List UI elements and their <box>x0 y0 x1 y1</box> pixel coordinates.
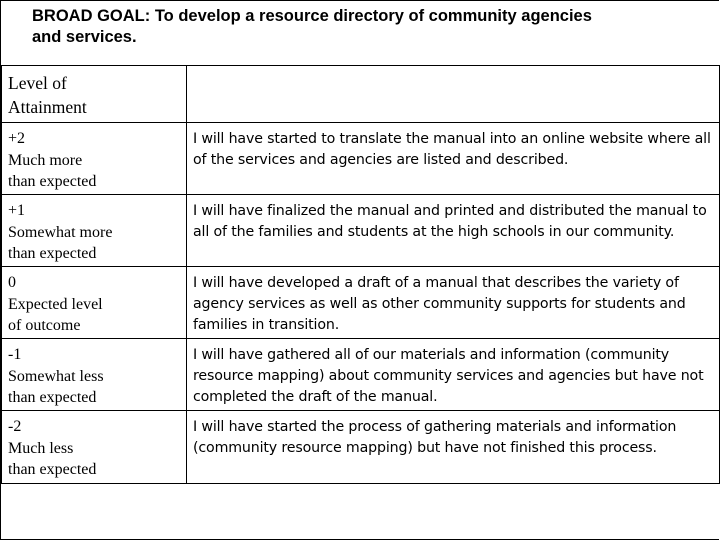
description-cell <box>187 339 720 411</box>
description-text: I will have developed a draft of a manual that describes the variety of agency services as well as other community supports for students and families in transition. <box>193 275 686 333</box>
broad-goal-line-1: BROAD GOAL: To develop a resource directory of community agencies <box>32 7 592 25</box>
level-cell <box>2 195 187 267</box>
level-header-line-2: Attainment <box>8 97 87 117</box>
level-label-line-1: Much more <box>8 151 83 169</box>
level-label-line-1: Expected level <box>8 295 103 313</box>
description-text: I will have started to translate the manual into an online website where all of the services and agencies are listed and described. <box>193 131 711 168</box>
level-score: 0 <box>8 274 16 291</box>
goal-attainment-table <box>1 65 720 484</box>
level-label-line-2: of outcome <box>8 317 81 334</box>
level-score: +1 <box>8 202 26 219</box>
level-label-line-1: Much less <box>8 439 74 457</box>
broad-goal-heading <box>32 6 692 48</box>
description-text: I will have finalized the manual and printed and distributed the manual to all of the families and students at the high schools in our community. <box>193 203 707 240</box>
description-cell <box>187 267 720 339</box>
description-text: I will have started the process of gathering materials and information (community resource mapping) but have not finished this process. <box>193 419 677 456</box>
level-label-line-1: Somewhat less <box>8 367 104 385</box>
table-row <box>2 411 720 484</box>
description-cell <box>187 195 720 267</box>
level-cell <box>2 123 187 195</box>
level-score: +2 <box>8 130 26 147</box>
level-cell <box>2 411 187 484</box>
description-header-cell <box>187 66 720 123</box>
level-header-cell <box>2 66 187 123</box>
level-score: -2 <box>8 418 22 435</box>
level-label-line-2: than expected <box>8 389 97 406</box>
description-text: I will have gathered all of our materials and information (community resource mapping) about community services and agencies but have not completed the draft of the manual. <box>193 347 704 405</box>
table-row <box>2 195 720 267</box>
level-label-line-2: than expected <box>8 245 97 262</box>
level-label-line-1: Somewhat more <box>8 223 113 241</box>
level-label-line-2: than expected <box>8 461 97 478</box>
table-header-row <box>2 66 720 123</box>
table-row <box>2 267 720 339</box>
table-row <box>2 123 720 195</box>
level-label-line-2: than expected <box>8 173 97 190</box>
level-cell <box>2 267 187 339</box>
description-cell <box>187 411 720 484</box>
level-score: -1 <box>8 346 22 363</box>
level-cell <box>2 339 187 411</box>
broad-goal-line-2: and services. <box>32 28 137 46</box>
level-header-line-1: Level of <box>8 73 67 93</box>
table-row <box>2 339 720 411</box>
description-cell <box>187 123 720 195</box>
